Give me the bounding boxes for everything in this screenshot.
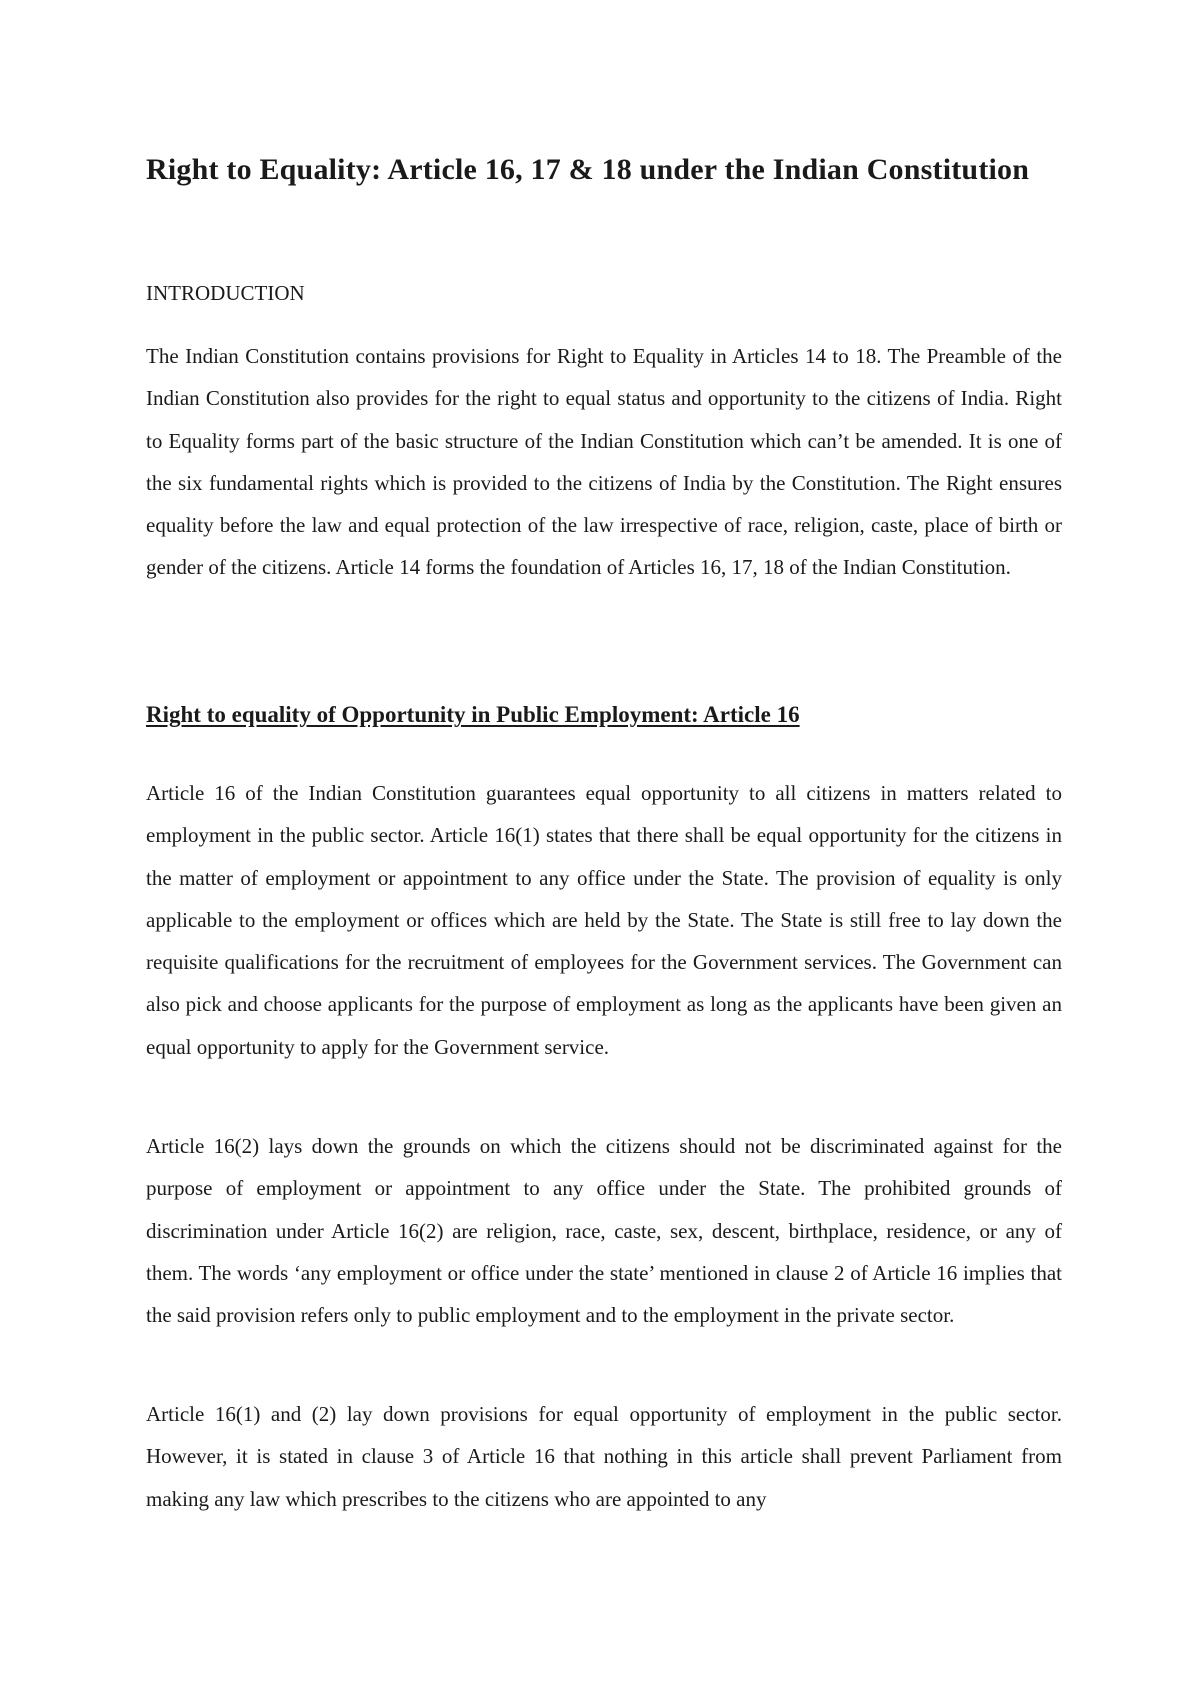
introduction-label: INTRODUCTION — [146, 281, 305, 305]
section-heading: Right to equality of Opportunity in Public Employment: Article 16 — [146, 702, 800, 727]
paragraph-article-16-3: Article 16(1) and (2) lay down provisions for equal opportunity of employment in the public sector. However, it is stated in clause 3 of Article 16 that nothing in this article shall prevent Parliament from making any law which prescribes to the citizens who are appointed to any — [146, 1402, 1062, 1511]
paragraph-article-16-1: Article 16 of the Indian Constitution guarantees equal opportunity to all citizens in matters related to employment in the public sector. Article 16(1) states that there shall be equal opportunity for the citizens in the matter of employment or appointment to any office under the State. The provision of equality is only applicable to the employment or offices which are held by the State. The State is still free to lay down the requisite qualifications for the recruitment of employees for the Government services. The Government can also pick and choose applicants for the purpose of employment as long as the applicants have been given an equal opportunity to apply for the Government service. — [146, 781, 1062, 1059]
paragraph-article-16-2: Article 16(2) lays down the grounds on which the citizens should not be discriminated against for the purpose of employment or appointment to any office under the State. The prohibited grounds of discrimination under Article 16(2) are religion, race, caste, sex, descent, birthplace, residence, or any of them. The words ‘any employment or office under the state’ mentioned in clause 2 of Article 16 implies that the said provision refers only to public employment and to the employment in the private sector. — [146, 1134, 1062, 1328]
intro-paragraph: The Indian Constitution contains provisions for Right to Equality in Articles 14 to 18. The Preamble of the Indian Constitution also provides for the right to equal status and opportunity to the citizens of India. Right to Equality forms part of the basic structure of the Indian Constitution which can’t be amended. It is one of the six fundamental rights which is provided to the citizens of India by the Constitution. The Right ensures equality before the law and equal protection of the law irrespective of race, religion, caste, place of birth or gender of the citizens. Article 14 forms the foundation of Articles 16, 17, 18 of the Indian Constitution. — [146, 344, 1062, 580]
document-title: Right to Equality: Article 16, 17 & 18 under the Indian Constitution — [146, 153, 1030, 186]
